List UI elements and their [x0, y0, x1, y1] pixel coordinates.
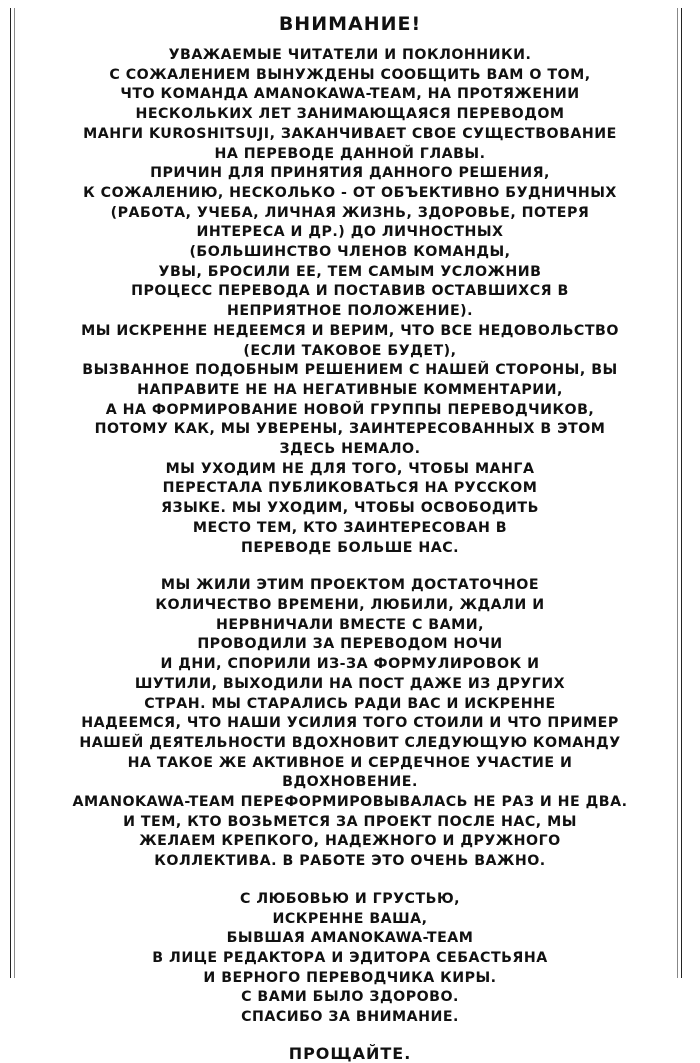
text-line: МЫ УХОДИМ НЕ ДЛЯ ТОГО, ЧТОБЫ МАНГА	[165, 460, 535, 477]
text-line: НАДЕЕМСЯ, ЧТО НАШИ УСИЛИЯ ТОГО СТОИЛИ И ЧТО ПРИМЕР	[81, 715, 619, 732]
text-line: ИСКРЕННЕ ВАША,	[272, 910, 428, 927]
text-line: БЫВШАЯ AMANOKAWA-TEAM	[226, 930, 474, 947]
text-line: МЫ ИСКРЕННЕ НЕДЕЕМСЯ И ВЕРИМ, ЧТО ВСЕ НЕДОВОЛЬСТВО	[81, 322, 619, 339]
text-line: НА ПЕРЕВОДЕ ДАННОЙ ГЛАВЫ.	[214, 145, 486, 162]
text-line: С ЛЮБОВЬЮ И ГРУСТЬЮ,	[239, 890, 461, 907]
text-line: (ЕСЛИ ТАКОВОЕ БУДЕТ),	[243, 342, 457, 359]
text-line: УВАЖАЕМЫЕ ЧИТАТЕЛИ И ПОКЛОННИКИ.	[168, 47, 532, 63]
text-line: В ЛИЦЕ РЕДАКТОРА И ЭДИТОРА СЕБАСТЬЯНА	[152, 949, 548, 966]
text-line: КОЛИЧЕСТВО ВРЕМЕНИ, ЛЮБИЛИ, ЖДАЛИ И	[155, 596, 545, 613]
text-line: УВЫ, БРОСИЛИ ЕЕ, ТЕМ САМЫМ УСЛОЖНИВ	[158, 263, 542, 280]
paragraph-farewell-reasons	[14, 46, 686, 558]
text-line: НАПРАВИТЕ НЕ НА НЕГАТИВНЫЕ КОММЕНТАРИИ,	[137, 381, 563, 398]
text-line: И ДНИ, СПОРИЛИ ИЗ-ЗА ФОРМУЛИРОВОК И	[160, 656, 540, 673]
text-line: ЗДЕСЬ НЕМАЛО.	[279, 441, 421, 458]
text-line: НЕРВНИЧАЛИ ВМЕСТЕ С ВАМИ,	[216, 616, 484, 633]
text-line: С СОЖАЛЕНИЕМ ВЫНУЖДЕНЫ СООБЩИТЬ ВАМ О ТОМ,	[109, 66, 591, 83]
paragraph-gratitude	[14, 576, 686, 872]
text-line: И ВЕРНОГО ПЕРЕВОДЧИКА КИРЫ.	[203, 969, 497, 986]
text-line: НА ТАКОЕ ЖЕ АКТИВНОЕ И СЕРДЕЧНОЕ УЧАСТИЕ И	[127, 754, 573, 771]
text-line: AMANOKAWA-TEAM ПЕРЕФОРМИРОВЫВАЛАСЬ НЕ РАЗ И НЕ ДВА.	[72, 794, 628, 811]
text-line: А НА ФОРМИРОВАНИЕ НОВОЙ ГРУППЫ ПЕРЕВОДЧИКОВ,	[105, 401, 595, 418]
text-line: ИНТЕРЕСА И ДР.) ДО ЛИЧНОСТНЫХ	[196, 224, 504, 241]
text-line: ЯЗЫКЕ. МЫ УХОДИМ, ЧТОБЫ ОСВОБОДИТЬ	[161, 500, 539, 517]
text-line: ПРОЦЕСС ПЕРЕВОДА И ПОСТАВИВ ОСТАВШИХСЯ В	[131, 283, 569, 300]
text-line: ЖЕЛАЕМ КРЕПКОГО, НАДЕЖНОГО И ДРУЖНОГО	[139, 833, 561, 850]
text-line: КОЛЛЕКТИВА. В РАБОТЕ ЭТО ОЧЕНЬ ВАЖНО.	[154, 853, 546, 870]
text-line: МАНГИ KUROSHITSUJI, ЗАКАНЧИВАЕТ СВОЕ СУЩЕСТВОВАНИЕ	[83, 125, 617, 142]
text-line: СПАСИБО ЗА ВНИМАНИЕ.	[241, 1009, 459, 1026]
text-line: (БОЛЬШИНСТВО ЧЛЕНОВ КОМАНДЫ,	[189, 244, 511, 261]
text-line: ЧТО КОМАНДА AMANOKAWA-TEAM, НА ПРОТЯЖЕНИИ	[120, 86, 580, 103]
text-line: ПРОВОДИЛИ ЗА ПЕРЕВОДОМ НОЧИ	[197, 636, 503, 653]
text-line: СТРАН. МЫ СТАРАЛИСЬ РАДИ ВАС И ИСКРЕННЕ	[144, 695, 556, 712]
text-line: ПЕРЕВОДЕ БОЛЬШЕ НАС.	[240, 539, 460, 556]
text-line: МЫ ЖИЛИ ЭТИМ ПРОЕКТОМ ДОСТАТОЧНОЕ	[160, 577, 540, 594]
paragraph-signature	[14, 890, 686, 1028]
text-line: ПЕРЕСТАЛА ПУБЛИКОВАТЬСЯ НА РУССКОМ	[162, 480, 538, 497]
text-line: НЕСКОЛЬКИХ ЛЕТ ЗАНИМАЮЩАЯСЯ ПЕРЕВОДОМ	[135, 106, 565, 123]
text-line: И ТЕМ, КТО ВОЗЬМЕТСЯ ЗА ПРОЕКТ ПОСЛЕ НАС, МЫ	[123, 813, 577, 830]
text-line: НЕПРИЯТНОЕ ПОЛОЖЕНИЕ).	[226, 303, 474, 320]
text-line: МЕСТО ТЕМ, КТО ЗАИНТЕРЕСОВАН В	[192, 519, 508, 536]
page-title: ВНИМАНИЕ!	[278, 13, 422, 35]
text-line: ВЫЗВАННОЕ ПОДОБНЫМ РЕШЕНИЕМ С НАШЕЙ СТОРОНЫ, ВЫ	[82, 362, 618, 379]
closing-line: ПРОЩАЙТЕ.	[288, 1043, 412, 1063]
text-line: ПОТОМУ КАК, МЫ УВЕРЕНЫ, ЗАИНТЕРЕСОВАННЫХ В ЭТОМ	[94, 421, 606, 438]
text-line: (РАБОТА, УЧЕБА, ЛИЧНАЯ ЖИЗНЬ, ЗДОРОВЬЕ, ПОТЕРЯ	[110, 204, 590, 221]
text-line: ПРИЧИН ДЛЯ ПРИНЯТИЯ ДАННОГО РЕШЕНИЯ,	[150, 165, 550, 182]
text-line: ВДОХНОВЕНИЕ.	[282, 774, 418, 791]
text-line: К СОЖАЛЕНИЮ, НЕСКОЛЬКО - ОТ ОБЪЕКТИВНО БУДНИЧНЫХ	[83, 184, 617, 201]
text-line: С ВАМИ БЫЛО ЗДОРОВО.	[241, 989, 459, 1006]
text-line: ШУТИЛИ, ВЫХОДИЛИ НА ПОСТ ДАЖЕ ИЗ ДРУГИХ	[134, 675, 566, 692]
text-line: НАШЕЙ ДЕЯТЕЛЬНОСТИ ВДОХНОВИТ СЛЕДУЮЩУЮ КОМАНДУ	[79, 734, 621, 751]
announcement-text	[14, 12, 686, 1063]
